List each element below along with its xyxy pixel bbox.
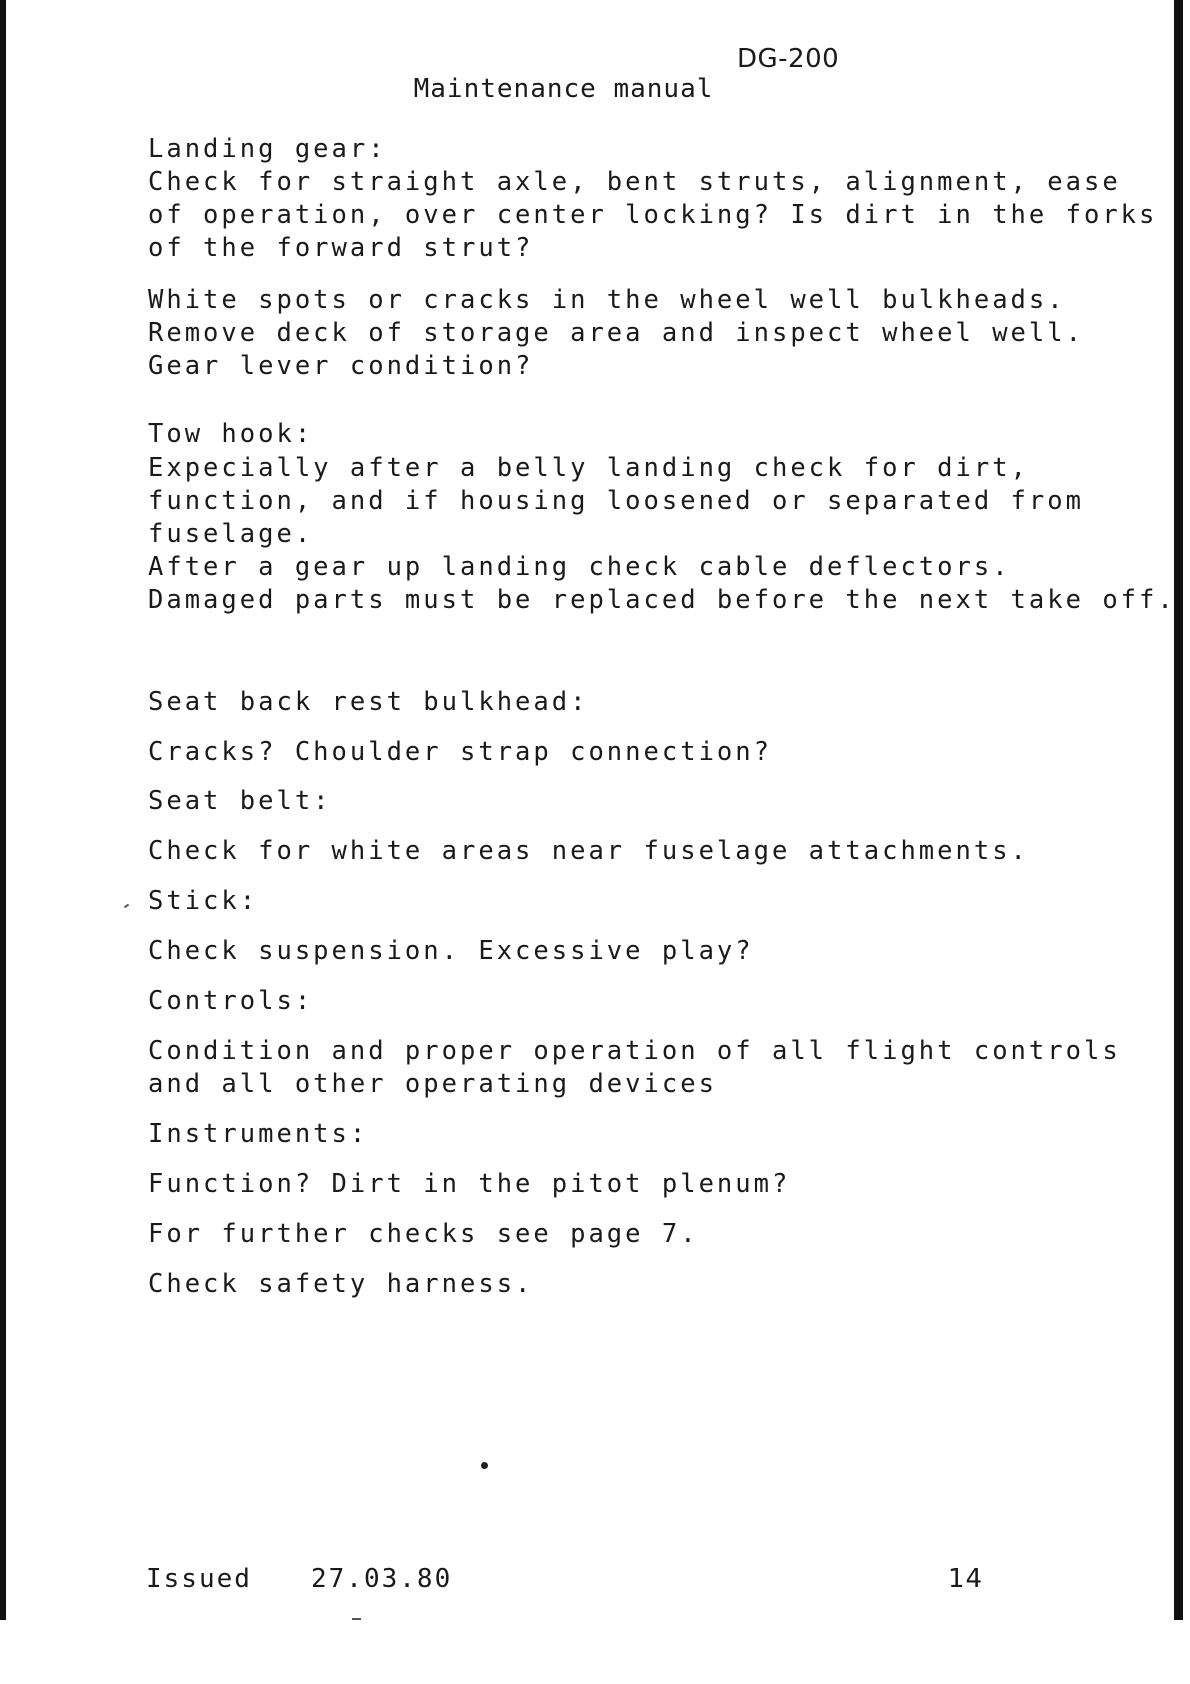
body-line: Check safety harness.	[148, 1269, 534, 1299]
body-line: Condition and proper operation of all flight controls	[148, 1036, 1121, 1066]
body-line: Cracks? Choulder strap connection?	[148, 737, 772, 767]
header-title: Maintenance manual	[413, 74, 714, 104]
body-line: For further checks see page 7.	[148, 1219, 699, 1249]
scan-bottom-margin	[0, 1620, 1190, 1684]
body-line: function, and if housing loosened or separated from	[148, 486, 1084, 516]
body-line: Gear lever condition?	[148, 351, 534, 381]
scan-mark	[352, 1618, 361, 1620]
section-heading-tow-hook: Tow hook:	[148, 419, 314, 449]
body-line: Function? Dirt in the pitot plenum?	[148, 1169, 791, 1199]
body-line: Expecially after a belly landing check for dirt,	[148, 453, 1029, 483]
scan-border-left	[0, 0, 6, 1620]
page-header	[347, 44, 840, 164]
body-line: Remove deck of storage area and inspect wheel well.	[148, 318, 1084, 348]
header-model: DG-200	[737, 44, 840, 74]
section-heading-stick: Stick:	[148, 886, 259, 916]
body-line: fuselage.	[148, 519, 314, 549]
page-number: 14	[948, 1564, 984, 1594]
body-line: of the forward strut?	[148, 233, 534, 263]
section-heading-landing-gear: Landing gear:	[148, 134, 387, 164]
section-heading-seat-back: Seat back rest bulkhead:	[148, 687, 589, 717]
section-heading-instruments: Instruments:	[148, 1119, 369, 1149]
body-line: Check for straight axle, bent struts, alignment, ease	[148, 167, 1121, 197]
body-line: Check for white areas near fuselage attachments.	[148, 836, 1029, 866]
footer-issued-label: Issued	[146, 1564, 252, 1594]
body-line: Damaged parts must be replaced before the next take off.	[148, 585, 1176, 615]
body-line: White spots or cracks in the wheel well bulkheads.	[148, 285, 1066, 315]
body-line: of operation, over center locking? Is dirt in the forks	[148, 200, 1158, 230]
body-line: Check suspension. Excessive play?	[148, 936, 754, 966]
footer-issued-date: 27.03.80	[311, 1564, 453, 1594]
section-heading-controls: Controls:	[148, 986, 314, 1016]
body-line: After a gear up landing check cable deflectors.	[148, 552, 1011, 582]
scan-border-right	[1174, 0, 1183, 1620]
scan-mark	[124, 904, 129, 909]
scan-dot	[481, 1462, 488, 1469]
section-heading-seat-belt: Seat belt:	[148, 786, 332, 816]
body-line: and all other operating devices	[148, 1069, 717, 1099]
